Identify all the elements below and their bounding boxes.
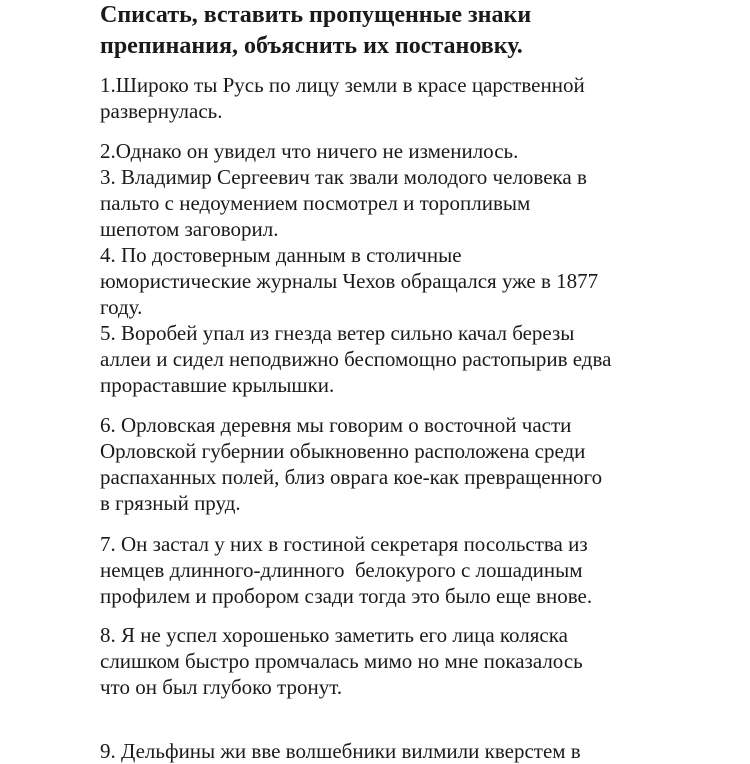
exercise-paragraph-9-cut-off: 9. Дельфины жи вве волшебники вилмили кверстем в [100, 739, 581, 763]
exercise-paragraph-8: 8. Я не успел хорошенько заметить его лица коляска слишком быстро промчалась мимо но мне показалось что он был глубоко тронут. [100, 623, 583, 699]
exercise-paragraph-6: 6. Орловская деревня мы говорим о восточной части Орловской губернии обыкновенно расположена среди распаханных полей, близ оврага кое-как превращенного в грязный пруд. [100, 413, 603, 515]
exercise-paragraph-2-5: 2.Однако он увидел что ничего не изменилось. 3. Владимир Сергеевич так звали молодого человека в пальто с недоумением посмотрел и торопливым шепотом заговорил. 4. По достоверным данным в столичные юмористические журналы Чехов обращался уже в 1877 году. 5. Воробей упал из гнезда ветер сильно качал березы аллеи и сидел неподвижно беспомощно растопырив едва прораставшие крылышки. [100, 139, 612, 397]
page-title: Списать, вставить пропущенные знаки препинания, объяснить их постановку. [100, 2, 532, 59]
exercise-paragraph-7: 7. Он застал у них в гостиной секретаря посольства из немцев длинного-длинного белокурого с лошадиным профилем и пробором сзади тогда это было еще внове. [100, 532, 593, 608]
exercise-paragraph-1: 1.Широко ты Русь по лицу земли в красе царственной развернулась. [100, 73, 585, 123]
